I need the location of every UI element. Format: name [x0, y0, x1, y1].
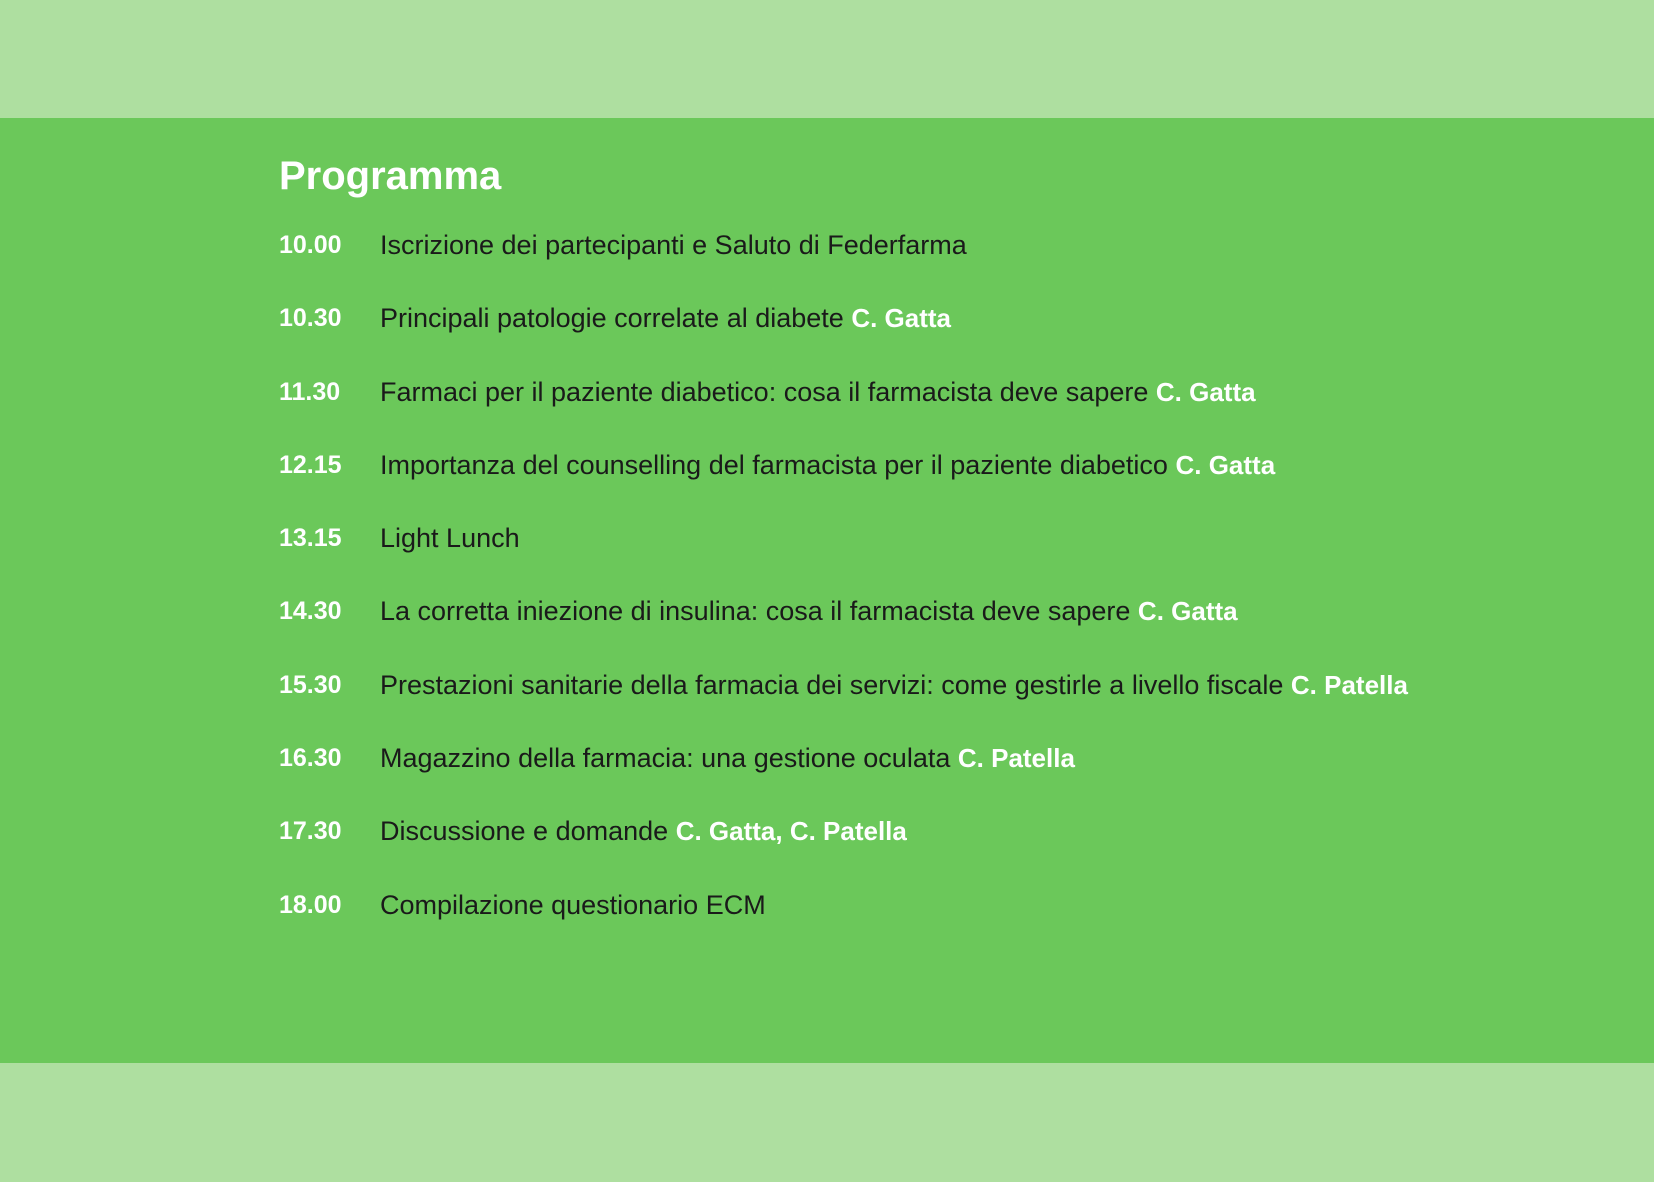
- speaker-name: C. Patella: [1290, 669, 1408, 700]
- schedule-description: [380, 291, 951, 345]
- speaker-name: C. Patella: [957, 743, 1075, 774]
- speaker-name: C. Gatta, C. Patella: [675, 816, 907, 847]
- bottom-band: [0, 1063, 1654, 1182]
- session-title: Magazzino della farmacia: una gestione oculata: [380, 743, 951, 774]
- schedule-time: 11.30: [279, 377, 341, 406]
- speaker-name: C. Gatta: [1137, 596, 1238, 627]
- page-title: Programma: [279, 154, 502, 198]
- schedule-description: [380, 731, 1075, 785]
- speaker-name: C. Gatta: [1175, 449, 1276, 480]
- schedule-time: 17.30: [279, 817, 342, 846]
- schedule-time: 18.00: [279, 890, 342, 919]
- session-title: Principali patologie correlate al diabete: [380, 303, 844, 334]
- schedule-time: 12.15: [279, 450, 342, 479]
- schedule-description: [380, 804, 907, 858]
- session-title: La corretta iniezione di insulina: cosa il farmacista deve sapere: [380, 596, 1131, 627]
- session-title: Compilazione questionario ECM: [380, 889, 766, 920]
- schedule-description: [380, 218, 967, 272]
- schedule-time: 15.30: [279, 670, 342, 699]
- schedule-time: 10.30: [279, 304, 342, 333]
- session-title: Farmaci per il paziente diabetico: cosa il farmacista deve sapere: [380, 376, 1149, 407]
- session-title: Discussione e domande: [380, 816, 669, 847]
- schedule-description: [380, 511, 520, 565]
- speaker-name: C. Gatta: [1155, 376, 1256, 407]
- session-title: Iscrizione dei partecipanti e Saluto di Federfarma: [380, 230, 967, 260]
- schedule-time: 10.00: [279, 231, 342, 259]
- schedule-description: [380, 365, 1256, 419]
- session-title: Prestazioni sanitarie della farmacia dei servizi: come gestirle a livello fiscale: [380, 669, 1284, 700]
- top-band: [0, 0, 1654, 118]
- session-title: Importanza del counselling del farmacista per il paziente diabetico: [380, 449, 1168, 480]
- schedule-time: 14.30: [279, 597, 342, 626]
- schedule-description: [380, 438, 1275, 492]
- session-title: Light Lunch: [380, 523, 520, 554]
- schedule-description: [380, 878, 766, 932]
- speaker-name: C. Gatta: [851, 303, 951, 334]
- schedule-time: 16.30: [279, 744, 342, 773]
- schedule-description: [380, 584, 1238, 638]
- schedule-time: 13.15: [279, 524, 342, 553]
- schedule-description: [380, 658, 1408, 712]
